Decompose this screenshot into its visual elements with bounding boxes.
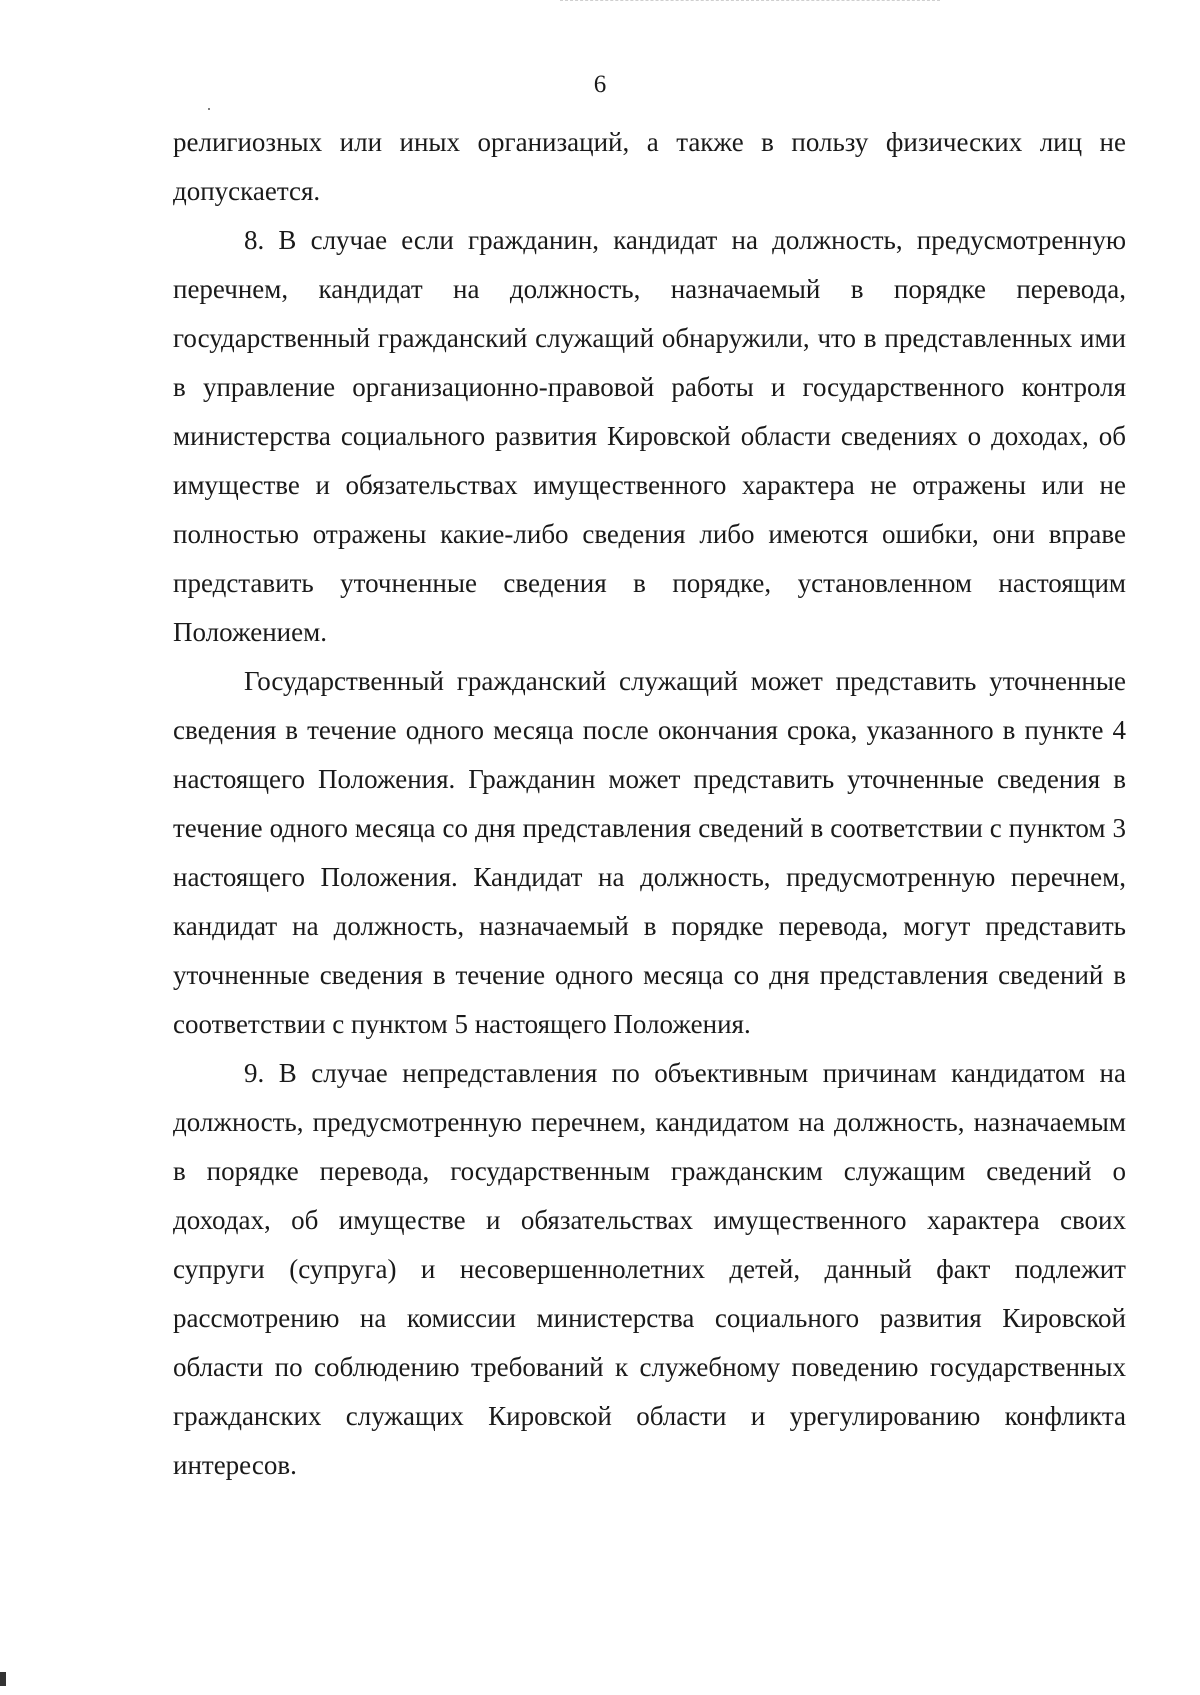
scan-speck <box>208 108 210 110</box>
document-body <box>173 118 1126 1490</box>
paragraph-item-9: 9. В случае непредставления по объективным причинам кандидатом на должность, предусмотренную перечнем, кандидатом на должность, назначаемым в порядке перевода, государственным гражданским служащим сведений о доходах, об имуществе и обязательствах имущественного характера своих супруги (супруга) и несовершеннолетних детей, данный факт подлежит рассмотрению на комиссии министерства социального развития Кировской области по соблюдению требований к служебному поведению государственных гражданских служащих Кировской области и урегулированию конфликта интересов. <box>173 1058 1126 1480</box>
page-number: 6 <box>593 71 607 98</box>
margin-mark <box>0 1672 6 1686</box>
paragraph-item-8-continued: Государственный гражданский служащий может представить уточненные сведения в течение одного месяца после окончания срока, указанного в пункте 4 настоящего Положения. Гражданин может представить уточненные сведения в течение одного месяца со дня представления сведений в соответствии с пунктом 3 настоящего Положения. Кандидат на должность, предусмотренную перечнем, кандидат на должность, назначаемый в порядке перевода, могут представить уточненные сведения в течение одного месяца со дня представления сведений в соответствии с пунктом 5 настоящего Положения. <box>173 666 1126 1039</box>
scan-edge-mark <box>560 0 940 2</box>
paragraph-item-8: 8. В случае если гражданин, кандидат на должность, предусмотренную перечнем, кандидат на должность, назначаемый в порядке перевода, государственный гражданский служащий обнаружили, что в представленных ими в управление организационно-правовой работы и государственного контроля министерства социального развития Кировской области сведениях о доходах, об имуществе и обязательствах имущественного характера не отражены или не полностью отражены какие-либо сведения либо имеются ошибки, они вправе представить уточненные сведения в порядке, установленном настоящим Положением. <box>173 225 1126 647</box>
paragraph-continuation: религиозных или иных организаций, а также в пользу физических лиц не допускается. <box>173 127 1126 206</box>
